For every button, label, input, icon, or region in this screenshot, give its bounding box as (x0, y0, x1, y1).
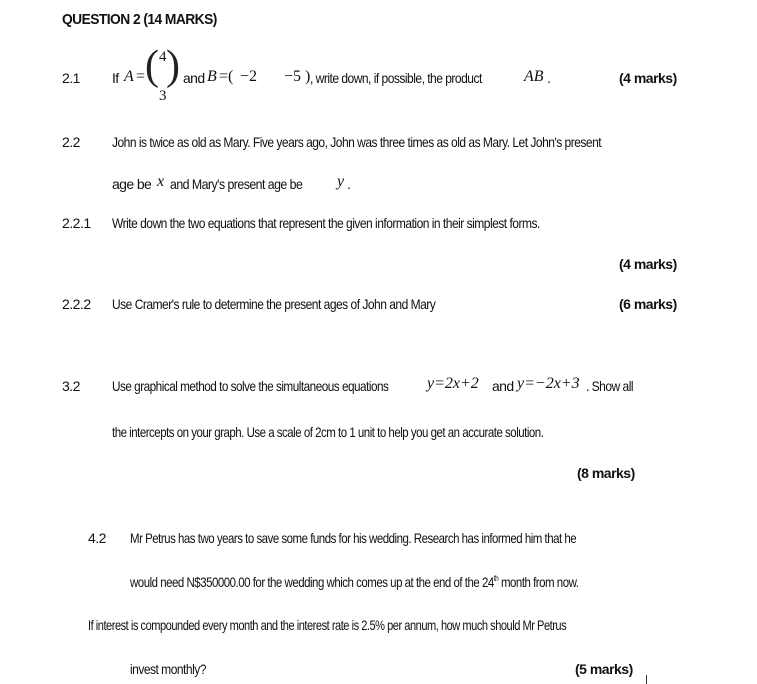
matrix-b-second: −5 (284, 68, 302, 85)
matrix-b-open: =( (219, 68, 234, 85)
marks-3-2: (8 marks) (577, 465, 635, 481)
q42-line2-post: month from now. (498, 574, 579, 590)
question-number-2-1: 2.1 (62, 70, 80, 86)
question-2-2-1: Write down the two equations that represent the given information in their simplest forms. (112, 215, 540, 231)
q32-pre: Use graphical method to solve the simultaneous equations (112, 378, 389, 394)
matrix-a-equals: = (136, 68, 146, 85)
question-number-4-2: 4.2 (88, 530, 106, 546)
question-number-2-2-1: 2.2.1 (62, 215, 91, 231)
var-x: x (157, 173, 165, 190)
q42-line2-pre: would need N$350000.00 for the wedding which comes up at the end of the 24 (130, 574, 494, 590)
q22-line2-end: . (347, 176, 351, 192)
question-3-2-line2: the intercepts on your graph. Use a scale of 2cm to 1 unit to help you get an accurate solution. (112, 424, 544, 440)
marks-4-2: (5 marks) (575, 661, 633, 677)
matrix-a-label: A (124, 68, 134, 85)
matrix-a-left-paren: ( (145, 43, 159, 89)
matrix-b-label: B (207, 68, 217, 85)
q21-and: and (183, 70, 205, 86)
q21-tail: , write down, if possible, the product (310, 70, 482, 86)
question-4-2-line2 (130, 574, 578, 590)
question-4-2-line1: Mr Petrus has two years to save some funds for his wedding. Research has informed him that he (130, 530, 577, 546)
marks-2-2-2: (6 marks) (619, 296, 677, 312)
matrix-a-right-paren: ) (166, 43, 180, 89)
matrix-a-bottom: 3 (159, 88, 167, 104)
question-4-2-line3: If interest is compounded every month and the interest rate is 2.5% per annum, how much should Mr Petrus (88, 617, 567, 633)
product-ab: AB (524, 68, 544, 85)
q42-line2-sup: th (493, 574, 499, 583)
matrix-b-first: −2 (240, 68, 258, 85)
matrix-b-close: ) (305, 68, 311, 85)
equation-2: y=−2x+3 (517, 375, 580, 392)
question-4-2-line4: invest monthly? (130, 661, 206, 677)
question-number-3-2: 3.2 (62, 378, 80, 394)
question-number-2-2-2: 2.2.2 (62, 296, 91, 312)
q22-line2-pre: age be (112, 176, 152, 192)
marks-2-2-1: (4 marks) (619, 256, 677, 272)
text-cursor (646, 675, 647, 684)
q22-line2-mid: and Mary's present age be (170, 176, 303, 192)
equation-1: y=2x+2 (427, 375, 479, 392)
question-2-2-line1: John is twice as old as Mary. Five years ago, John was three times as old as Mary. Let John's present (112, 134, 602, 150)
q21-period: . (547, 70, 551, 86)
q21-if: If (112, 70, 119, 86)
q32-post: . Show all (586, 378, 634, 394)
question-2-2-2: Use Cramer's rule to determine the present ages of John and Mary (112, 296, 436, 312)
matrix-a-top: 4 (159, 49, 167, 65)
q32-and: and (492, 378, 514, 394)
marks-2-1: (4 marks) (619, 70, 677, 86)
page-title: QUESTION 2 (14 MARKS) (62, 11, 217, 28)
var-y: y (337, 173, 345, 190)
question-number-2-2: 2.2 (62, 134, 80, 150)
